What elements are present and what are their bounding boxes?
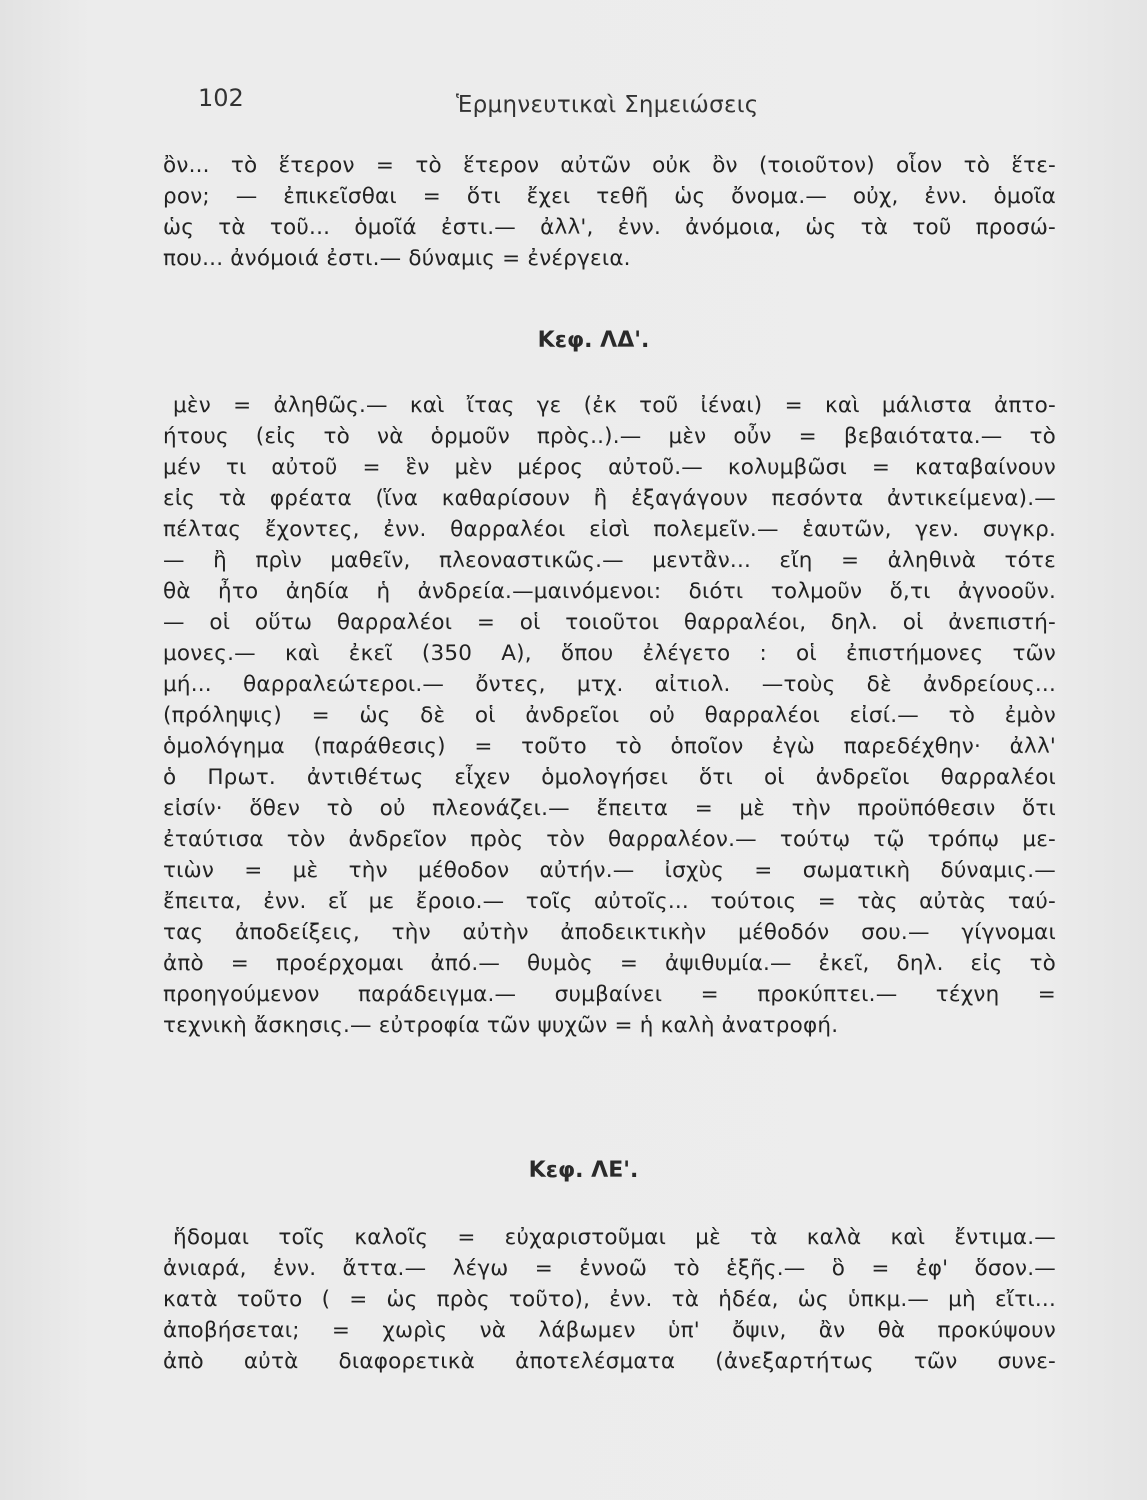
text-line: μὲν = ἀληθῶς.— καὶ ἴτας γε (ἐκ τοῦ ἰέναι) = καὶ μάλιστα ἀπτο-: [173, 393, 1056, 418]
text-line: ἥδομαι τοῖς καλοῖς = εὐχαριστοῦμαι μὲ τὰ καλὰ καὶ ἔντιμα.—: [173, 1225, 1056, 1250]
text-line: ἀπὸ = προέρχομαι ἀπό.— θυμὸς = ἀψιθυμία.— ἐκεῖ, δηλ. εἰς τὸ: [163, 951, 1056, 976]
text-line: μέν τι αὐτοῦ = ἓν μὲν μέρος αὐτοῦ.— κολυμβῶσι = καταβαίνουν: [163, 455, 1056, 480]
text-line: ἀποβήσεται; = χωρὶς νὰ λάβωμεν ὑπ' ὄψιν, ἂν θὰ προκύψουν: [163, 1318, 1056, 1343]
text-line: ρον; — ἐπικεῖσθαι = ὅτι ἔχει τεθῆ ὡς ὄνομα.— οὐχ, ἐνν. ὁμοῖα: [163, 184, 1056, 209]
text-line: τεχνικὴ ἄσκησις.— εὐτροφία τῶν ψυχῶν = ἡ καλὴ ἀνατροφή.: [163, 1013, 839, 1038]
page-number: 102: [198, 84, 244, 112]
text-line: κατὰ τοῦτο ( = ὡς πρὸς τοῦτο), ἐνν. τὰ ἡδέα, ὡς ὑπκμ.— μὴ εἴτι...: [163, 1287, 1056, 1312]
text-line: ἔπειτα, ἐνν. εἴ με ἔροιο.— τοῖς αὐτοῖς... τούτοις = τὰς αὐτὰς ταύ-: [163, 889, 1056, 914]
text-line: που... ἀνόμοιά ἐστι.— δύναμις = ἐνέργεια.: [163, 246, 631, 271]
text-line: — ἢ πρὶν μαθεῖν, πλεοναστικῶς.— μεντἂν... εἴη = ἀληθινὰ τότε: [163, 548, 1056, 573]
chapter-heading: Κεφ. ΛΔ'.: [537, 328, 650, 353]
text-line: (πρόληψις) = ὡς δὲ οἱ ἀνδρεῖοι οὐ θαρραλέοι εἰσί.— τὸ ἐμὸν: [163, 703, 1056, 728]
text-line: ἀνιαρά, ἐνν. ἄττα.— λέγω = ἐννοῶ τὸ ἑξῆς.— ὃ = ἐφ' ὅσον.—: [163, 1256, 1056, 1281]
text-line: πέλτας ἔχοντες, ἐνν. θαρραλέοι εἰσὶ πολεμεῖν.— ἑαυτῶν, γεν. συγκρ.: [163, 517, 1056, 542]
text-line: ὁ Πρωτ. ἀντιθέτως εἶχεν ὁμολογήσει ὅτι οἱ ἀνδρεῖοι θαρραλέοι: [163, 765, 1056, 790]
text-line: ἐταύτισα τὸν ἀνδρεῖον πρὸς τὸν θαρραλέον.— τούτῳ τῷ τρόπῳ με-: [163, 827, 1056, 852]
text-line: προηγούμενον παράδειγμα.— συμβαίνει = προκύπτει.— τέχνη =: [163, 982, 1056, 1007]
text-line: τιὼν = μὲ τὴν μέθοδον αὐτήν.— ἰσχὺς = σωματικὴ δύναμις.—: [163, 858, 1056, 883]
text-line: τας ἀποδείξεις, τὴν αὐτὴν ἀποδεικτικὴν μέθοδόν σου.— γίγνομαι: [163, 920, 1056, 945]
notes-block-3: [163, 1222, 1056, 1377]
text-line: — οἱ οὕτω θαρραλέοι = οἱ τοιοῦτοι θαρραλέοι, δηλ. οἱ ἀνεπιστή-: [163, 610, 1056, 635]
chapter-heading: Κεφ. ΛΕ'.: [528, 1158, 639, 1183]
text-line: μή... θαρραλεώτεροι.— ὄντες, μτχ. αἰτιολ. —τοὺς δὲ ἀνδρείους...: [163, 672, 1056, 697]
text-line: θὰ ἦτο ἀηδία ἡ ἀνδρεία.—μαινόμενοι: διότι τολμοῦν ὅ,τι ἀγνοοῦν.: [163, 579, 1056, 604]
notes-block-2: [163, 390, 1056, 1041]
text-line: εἰσίν· ὅθεν τὸ οὐ πλεονάζει.— ἔπειτα = μὲ τὴν προϋπόθεσιν ὅτι: [163, 796, 1056, 821]
text-line: μονες.— καὶ ἐκεῖ (350 A), ὅπου ἐλέγετο : οἱ ἐπιστήμονες τῶν: [163, 641, 1056, 666]
text-line: εἰς τὰ φρέατα (ἵνα καθαρίσουν ἢ ἐξαγάγουν πεσόντα ἀντικείμενα).—: [163, 486, 1056, 511]
notes-block-1: [163, 150, 1056, 274]
text-line: ὂν... τὸ ἕτερον = τὸ ἕτερον αὐτῶν οὐκ ὂν (τοιοῦτον) οἷον τὸ ἕτε-: [163, 153, 1056, 178]
running-head: Ἑρμηνευτικαὶ Σημειώσεις: [456, 92, 759, 118]
page-header: [198, 84, 798, 124]
text-line: ήτους (εἰς τὸ νὰ ὁρμοῦν πρὸς..).— μὲν οὖν = βεβαιότατα.— τὸ: [163, 424, 1056, 449]
text-line: ὡς τὰ τοῦ... ὁμοῖά ἐστι.— ἀλλ', ἐνν. ἀνόμοια, ὡς τὰ τοῦ προσώ-: [163, 215, 1056, 240]
text-line: ἀπὸ αὐτὰ διαφορετικὰ ἀποτελέσματα (ἀνεξαρτήτως τῶν συνε-: [163, 1349, 1056, 1374]
text-line: ὁμολόγημα (παράθεσις) = τοῦτο τὸ ὁποῖον ἐγὼ παρεδέχθην· ἀλλ': [163, 734, 1056, 759]
